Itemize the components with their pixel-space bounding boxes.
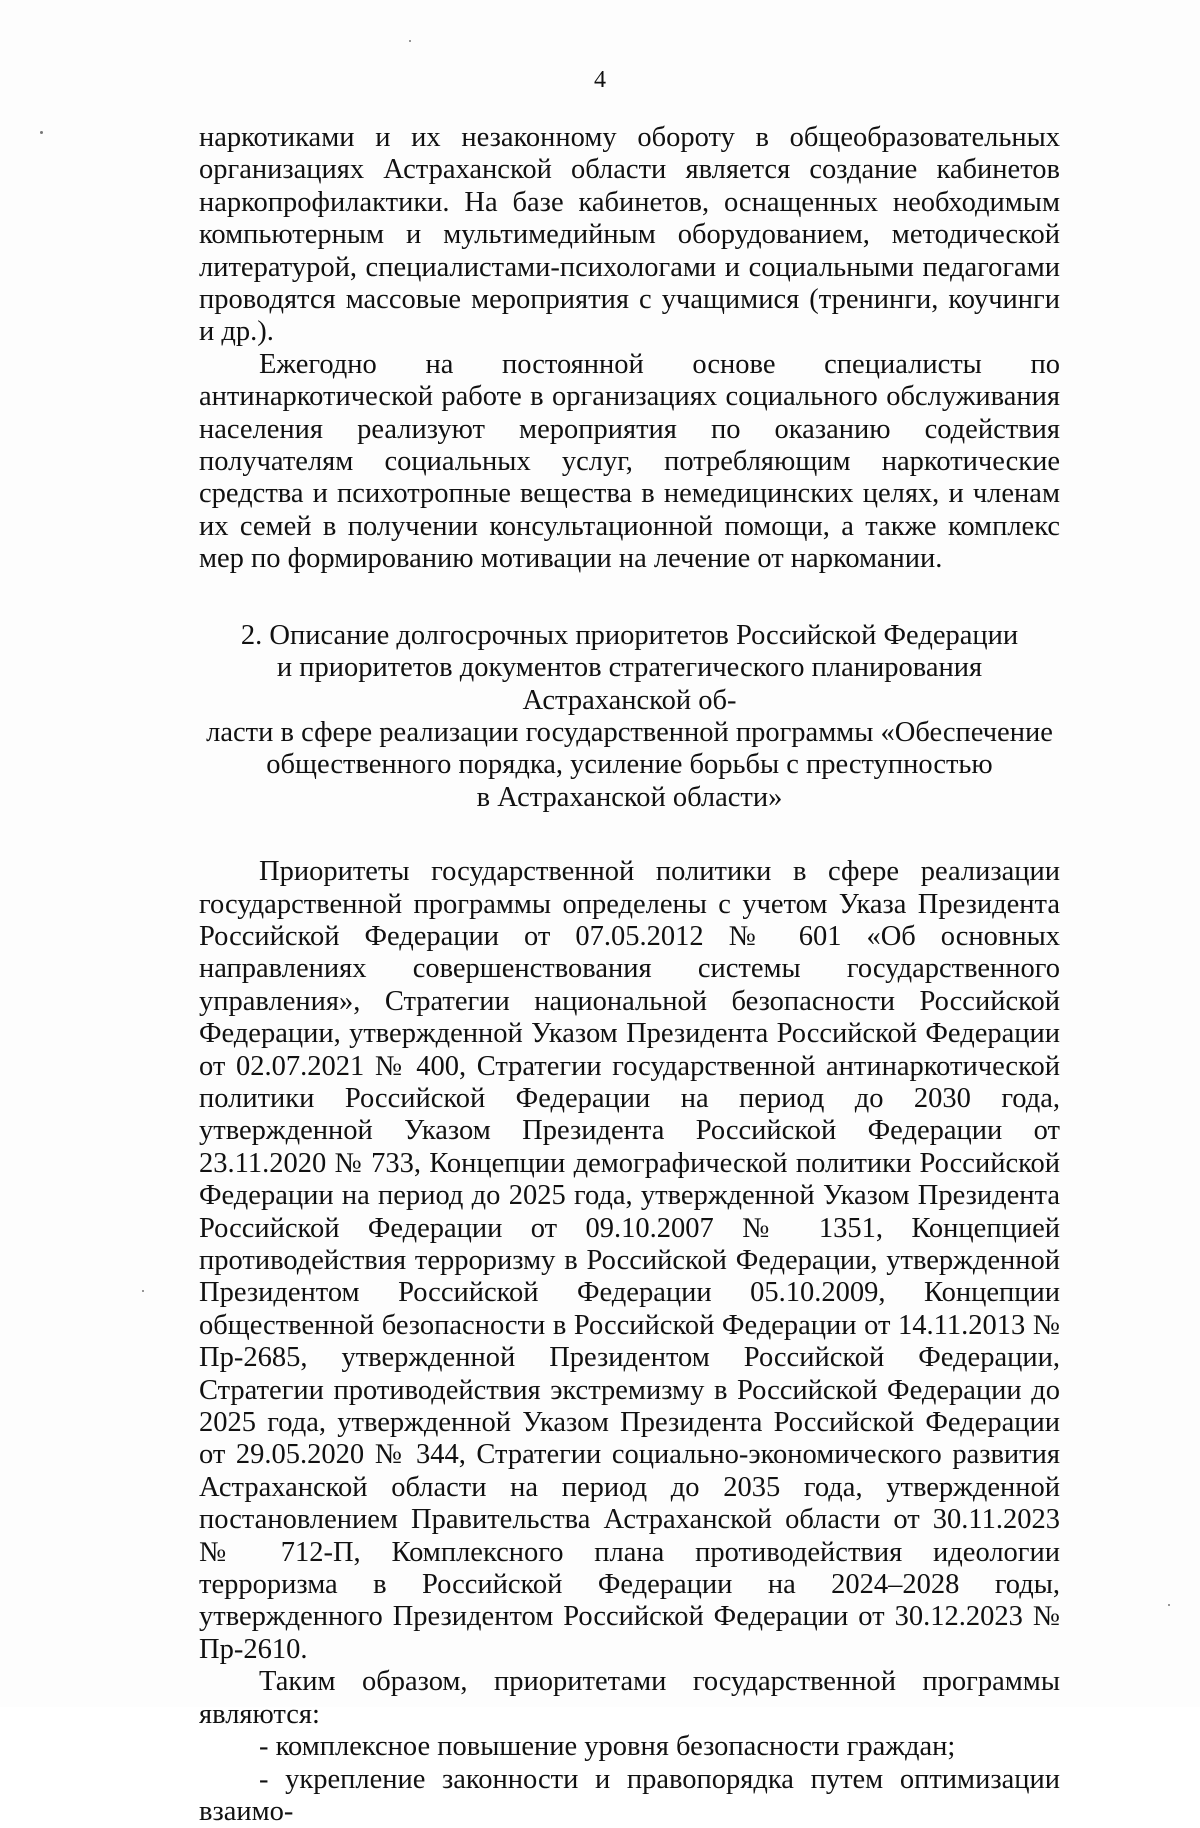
list-item: - комплексное повышение уровня безопасности граждан; [199,1731,1060,1763]
paragraph-antinarcotic-work: Ежегодно на постоянной основе специалисты по антинаркотической работе в организациях социального обслуживания населения реализуют мероприятия по оказанию содействия получателям социальных услуг, потребляющим наркотические средства и психотропные вещества в немедицинских целях, и членам их семей в получении консультационной помощи, а также комплекс мер по формированию мотивации на лечение от наркомании. [199,349,1060,576]
section-heading-line: и приоритетов документов стратегического планирования Астраханской об- [199,652,1060,717]
list-item: - укрепление законности и правопорядка путем оптимизации взаимо- [199,1764,1060,1828]
scan-speck [142,1290,144,1292]
scan-speck [1168,1604,1170,1606]
document-body [199,122,1060,1828]
scan-speck [409,40,411,42]
scan-speck [40,131,43,134]
paragraph-priorities-intro: Таким образом, приоритетами государственной программы являются: [199,1666,1060,1731]
section-heading-line: ласти в сфере реализации государственной программы «Обеспечение [199,717,1060,749]
page-number: 4 [0,66,1200,94]
paragraph-state-policy-priorities: Приоритеты государственной политики в сфере реализации государственной программы определены с учетом Указа Президента Российской Федерации от 07.05.2012 № 601 «Об основных направлениях совершенствования системы государственного управления», Стратегии национальной безопасности Российской Федерации, утвержденной Указом Президента Российской Федерации от 02.07.2021 № 400, Стратегии государственной антинаркотической политики Российской Федерации на период до 2030 года, утвержденной Указом Президента Российской Федерации от 23.11.2020 № 733, Концепции демографической политики Российской Федерации на период до 2025 года, утвержденной Указом Президента Российской Федерации от 09.10.2007 № 1351, Концепцией противодействия терроризму в Российской Федерации, утвержденной Президентом Российской Федерации 05.10.2009, Концепции общественной безопасности в Российской Федерации от 14.11.2013 № Пр-2685, утвержденной Президентом Российской Федерации, Стратегии противодействия экстремизму в Российской Федерации до 2025 года, утвержденной Указом Президента Российской Федерации от 29.05.2020 № 344, Стратегии социально-экономического развития Астраханской области на период до 2035 года, утвержденной постановлением Правительства Астраханской области от 30.11.2023 № 712-П, Комплексного плана противодействия идеологии терроризма в Российской Федерации на 2024–2028 годы, утвержденного Президентом Российской Федерации от 30.12.2023 № Пр-2610. [199,856,1060,1666]
paragraph-continued: наркотиками и их незаконному обороту в общеобразовательных организациях Астраханской области является создание кабинетов наркопрофилактики. На базе кабинетов, оснащенных необходимым компьютерным и мультимедийным оборудованием, методической литературой, специалистами-психологами и социальными педагогами проводятся массовые мероприятия с учащимися (тренинги, коучинги и др.). [199,122,1060,349]
section-heading-line: 2. Описание долгосрочных приоритетов Российской Федерации [199,620,1060,652]
section-heading [199,620,1060,814]
section-heading-line: общественного порядка, усиление борьбы с преступностью [199,749,1060,781]
section-heading-line: в Астраханской области» [199,782,1060,814]
